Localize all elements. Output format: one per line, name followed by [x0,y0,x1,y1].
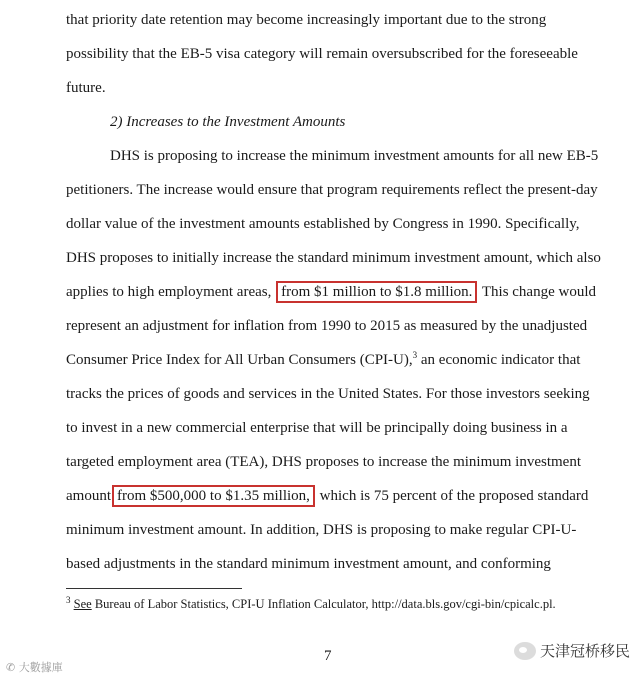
text-line: dollar value of the investment amounts established by Congress in 1990. Specifically, [66,216,580,232]
text-segment: amount [66,488,111,504]
text-line: future. [66,80,106,96]
text-line: DHS proposes to initially increase the standard minimum investment amount, which also [66,250,601,266]
text-segment: Consumer Price Index for All Urban Consumers (CPI-U), [66,352,413,368]
watermark-right-text: 天津冠桥移民 [539,642,630,660]
text-line: DHS is proposing to increase the minimum investment amounts for all new EB-5 [110,148,599,164]
watermark-left: ✆ 大數據庫 [6,661,63,674]
text-line: petitioners. The increase would ensure that program requirements reflect the present-day [66,182,598,198]
watermark-right [514,640,630,661]
highlighted-standard-amount: from $1 million to $1.8 million. [276,281,477,303]
text-segment: This change would [481,284,596,300]
section-heading: 2) Increases to the Investment Amounts [110,114,346,130]
text-segment: an economic indicator that [417,352,581,368]
text-segment: applies to high employment areas, [66,284,272,300]
footnote-ref: 3 [412,350,418,360]
text-line: represent an adjustment for inflation from 1990 to 2015 as measured by the unadjusted [66,318,588,334]
footnote-text: Bureau of Labor Statistics, CPI-U Inflation Calculator, http://data.bls.gov/cgi-bin/cpicalc.pl. [91,597,556,611]
text-line: targeted employment area (TEA), DHS proposes to increase the minimum investment [66,454,582,470]
wechat-icon [514,642,536,660]
highlighted-tea-amount: from $500,000 to $1.35 million, [112,485,315,507]
text-line: possibility that the EB-5 visa category will remain oversubscribed for the foreseeable [66,46,578,62]
text-line: based adjustments in the standard minimum investment amount, and conforming [66,556,551,572]
footnote-see: See [73,597,92,611]
text-line: minimum investment amount. In addition, DHS is proposing to make regular CPI-U- [66,522,577,538]
footnote [66,596,556,612]
page-number: 7 [324,648,332,664]
text-line [66,350,580,370]
text-line [66,282,596,302]
footnote-number: 3 [66,594,71,605]
text-line: to invest in a new commercial enterprise that will be principally doing business in a [66,420,568,436]
text-line: that priority date retention may become increasingly important due to the strong [66,12,547,28]
text-line: tracks the prices of goods and services in the United States. For those investors seeking [66,386,590,402]
footnote-divider [66,588,242,589]
text-line [66,486,588,506]
text-segment: which is 75 percent of the proposed standard [319,488,589,504]
